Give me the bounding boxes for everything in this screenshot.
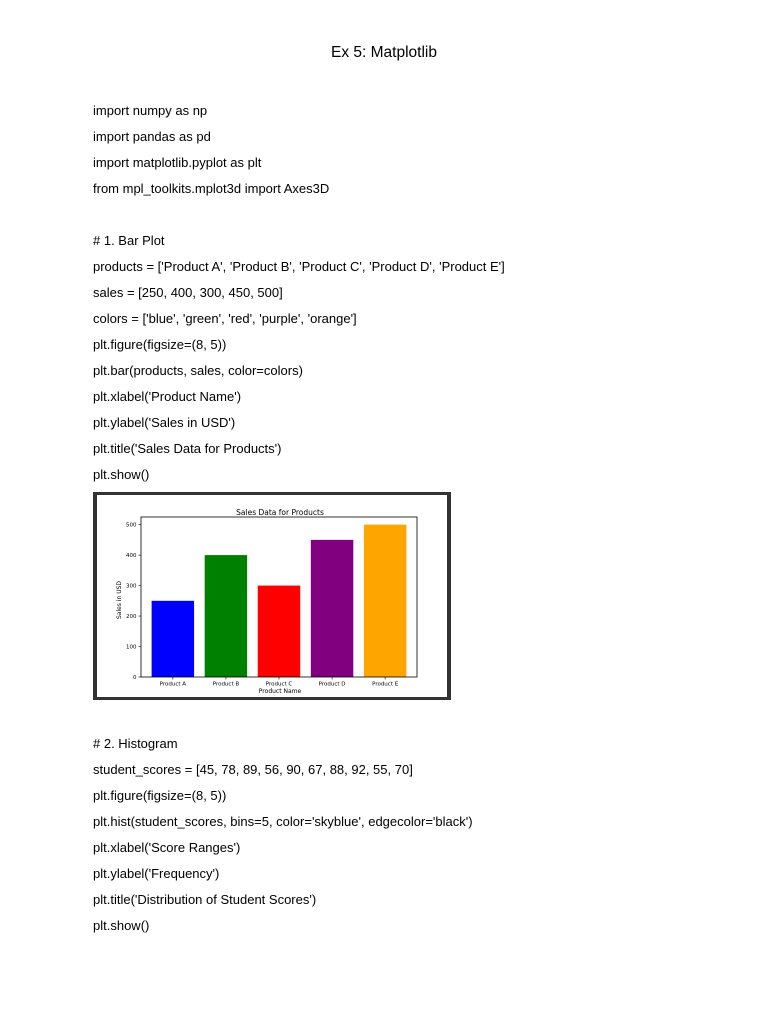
bar-chart-canvas bbox=[97, 495, 447, 697]
code-line-title-2: plt.title('Distribution of Student Scores') bbox=[93, 892, 317, 907]
bar-product-b bbox=[205, 555, 247, 677]
code-line-bar: plt.bar(products, sales, color=colors) bbox=[93, 363, 303, 378]
code-line-ylabel-2: plt.ylabel('Frequency') bbox=[93, 866, 220, 881]
code-line-ylabel: plt.ylabel('Sales in USD') bbox=[93, 415, 236, 430]
x-tick-label: Product B bbox=[212, 681, 240, 688]
bar-product-e bbox=[364, 525, 406, 677]
bar-product-d bbox=[311, 540, 353, 677]
code-line-xlabel: plt.xlabel('Product Name') bbox=[93, 389, 242, 404]
code-line-products: products = ['Product A', 'Product B', 'Product C', 'Product D', 'Product E'] bbox=[93, 259, 505, 274]
code-line-import-pandas: import pandas as pd bbox=[93, 129, 211, 144]
y-tick-label: 300 bbox=[126, 583, 137, 590]
code-line-import-axes3d: from mpl_toolkits.mplot3d import Axes3D bbox=[93, 181, 330, 196]
chart-xlabel: Product Name bbox=[258, 688, 302, 695]
bar-product-a bbox=[152, 601, 194, 677]
code-line-import-numpy: import numpy as np bbox=[93, 103, 208, 118]
y-tick-label: 100 bbox=[126, 644, 137, 651]
y-tick-label: 400 bbox=[126, 553, 137, 560]
code-line-show: plt.show() bbox=[93, 467, 150, 482]
code-line-hist: plt.hist(student_scores, bins=5, color='skyblue', edgecolor='black') bbox=[93, 814, 473, 829]
x-tick-label: Product C bbox=[265, 681, 293, 688]
x-tick-label: Product D bbox=[318, 681, 346, 688]
code-line-import-pyplot: import matplotlib.pyplot as plt bbox=[93, 155, 262, 170]
code-line-show-2: plt.show() bbox=[93, 918, 150, 933]
bar-chart bbox=[97, 495, 447, 697]
code-line-colors: colors = ['blue', 'green', 'red', 'purple', 'orange'] bbox=[93, 311, 357, 326]
code-line-sales: sales = [250, 400, 300, 450, 500] bbox=[93, 285, 283, 300]
section-heading-histogram: # 2. Histogram bbox=[93, 736, 178, 751]
chart-title: Sales Data for Products bbox=[236, 508, 324, 517]
code-line-figure-2: plt.figure(figsize=(8, 5)) bbox=[93, 788, 227, 803]
x-tick-label: Product E bbox=[372, 681, 399, 688]
chart-ylabel: Sales in USD bbox=[116, 580, 123, 620]
bar-product-c bbox=[258, 586, 300, 677]
code-line-figure: plt.figure(figsize=(8, 5)) bbox=[93, 337, 227, 352]
y-tick-label: 0 bbox=[133, 675, 137, 681]
code-line-student-scores: student_scores = [45, 78, 89, 56, 90, 67, 88, 92, 55, 70] bbox=[93, 762, 413, 777]
y-tick-label: 500 bbox=[126, 522, 137, 529]
x-tick-label: Product A bbox=[159, 681, 187, 688]
page-title: Ex 5: Matplotlib bbox=[331, 44, 437, 61]
code-line-title: plt.title('Sales Data for Products') bbox=[93, 441, 282, 456]
code-line-xlabel-2: plt.xlabel('Score Ranges') bbox=[93, 840, 241, 855]
y-tick-label: 200 bbox=[126, 614, 137, 621]
bar-chart-figure bbox=[93, 492, 451, 700]
section-heading-bar-plot: # 1. Bar Plot bbox=[93, 233, 165, 248]
